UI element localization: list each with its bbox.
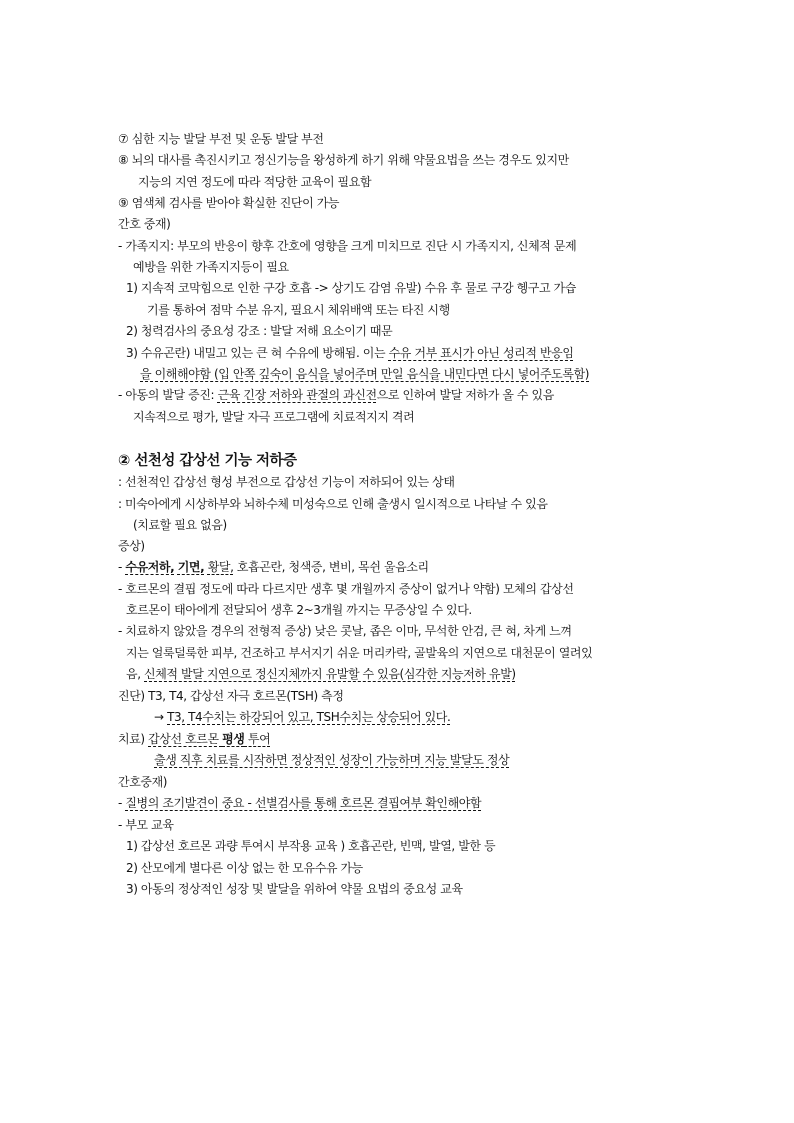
symptom-3-line3 — [126, 666, 516, 682]
development-text: - 아동의 발달 증진: — [118, 388, 218, 402]
parent-edu-1: 1) 갑상선 호르몬 과량 투여시 부작용 교육 ) 호흡곤란, 빈맥, 발열, 발한 등 — [126, 839, 496, 853]
definition-2: : 미숙아에게 시상하부와 뇌하수체 미성숙으로 인해 출생시 일시적으로 나타날 수 있음 — [118, 497, 548, 511]
symptom-1-rest: 호흡곤란, 청색증, 변비, 목쉰 울음소리 — [233, 560, 429, 574]
definition-3: (치료할 필요 없음) — [133, 518, 227, 532]
family-support-line1: - 가족지지: 부모의 반응이 향후 간호에 영향을 크게 미치므로 진단 시 가족지지, 신체적 문제 — [118, 239, 577, 253]
symptom-1-dash: - — [118, 560, 126, 574]
symptom-1-bold-2: 기면, — [177, 560, 205, 574]
early-detection — [118, 795, 481, 811]
nursing-label-2: 간호중재) — [118, 775, 168, 789]
parent-edu-3: 3) 아동의 정상적인 성장 및 발달을 위하여 약물 요법의 중요성 교육 — [126, 882, 463, 896]
nursing-3-underlined: 수유 거부 표시가 아닌 성리적 반응임 — [388, 346, 574, 360]
symptom-1-bold-1: 수유저하, — [125, 560, 175, 574]
parent-education: - 부모 교육 — [118, 818, 174, 832]
nursing-1-line2: 기를 통하여 점막 수분 유지, 필요시 체위배액 또는 타진 시행 — [147, 303, 450, 317]
symptom-3-text: 음, — [126, 667, 145, 681]
diagnosis-line1: 진단) T3, T4, 갑상선 자극 호르몬(TSH) 측정 — [118, 689, 344, 703]
development-underlined: 근육 긴장 저하와 관절의 과신전 — [217, 388, 377, 402]
diagnosis-line2 — [154, 709, 450, 725]
diagnosis-underlined: T3, T4수치는 하강되어 있고, TSH수치는 상승되어 있다. — [167, 710, 451, 724]
item-7: ⑦ 심한 지능 발달 부전 및 운동 발달 부전 — [118, 132, 324, 146]
section-title: ② 선천성 갑상선 기능 저하증 — [118, 453, 297, 469]
nursing-label: 간호 중재) — [118, 217, 171, 231]
arrow-icon: → — [154, 710, 168, 724]
symptom-3-underlined: 신체적 발달 지연으로 정신지체까지 유발할 수 있음(심각한 지능저하 유발) — [144, 667, 516, 681]
symptom-label: 증상) — [118, 539, 145, 553]
symptom-1 — [118, 559, 429, 575]
item-8-line2: 지능의 지연 정도에 따라 적당한 교육이 필요함 — [138, 175, 372, 189]
item-8-line1: ⑧ 뇌의 대사를 촉진시키고 정신기능을 왕성하게 하기 위해 약물요법을 쓰는 경우도 있지만 — [118, 153, 569, 167]
symptom-2-line2: 호르몬이 태아에게 전달되어 생후 2~3개월 까지는 무증상일 수 있다. — [126, 603, 472, 617]
treatment-underlined-2: 투여 — [244, 732, 271, 746]
treatment-bold: 평생 — [222, 732, 245, 746]
development-line1 — [118, 387, 554, 403]
nursing-3-text: 3) 수유곤란) 내밀고 있는 큰 혀 수유에 방해됨. 이는 — [126, 346, 389, 360]
symptom-3-line2: 지는 얼룩덜룩한 피부, 건조하고 부서지기 쉬운 머리카락, 골발육의 지연으로 대천문이 열려있 — [126, 646, 593, 660]
development-line2: 지속적으로 평가, 발달 자극 프로그램에 치료적지지 격려 — [133, 410, 415, 424]
symptom-2-line1: - 호르몬의 결핍 정도에 따라 다르지만 생후 몇 개월까지 증상이 없거나 약함) 모체의 갑상선 — [118, 582, 574, 596]
definition-1: : 선천적인 갑상선 형성 부전으로 갑상선 기능이 저하되어 있는 상태 — [118, 475, 455, 489]
family-support-line2: 예방을 위한 가족지지등이 필요 — [133, 260, 289, 274]
nursing-3-line1 — [126, 345, 574, 361]
development-text-post: 으로 인하여 발달 저하가 올 수 있음 — [376, 388, 554, 402]
treatment-underlined-1: 갑상선 호르몬 — [148, 732, 223, 746]
parent-edu-2: 2) 산모에게 별다른 이상 없는 한 모유수유 가능 — [126, 861, 363, 875]
nursing-1-line1: 1) 지속적 코막힘으로 인한 구강 호흡 -> 상기도 감염 유발) 수유 후 물로 구강 헹구고 가습 — [126, 281, 576, 295]
treatment-label: 치료) — [118, 732, 149, 746]
item-9: ⑨ 염색체 검사를 받아야 확실한 진단이 가능 — [118, 196, 340, 210]
nursing-2: 2) 청력검사의 중요성 강조 : 발달 저해 요소이기 때문 — [126, 324, 393, 338]
treatment-line2 — [154, 752, 509, 768]
symptom-3-line1: - 치료하지 않았을 경우의 전형적 증상) 낮은 콧날, 좁은 이마, 무석한 안검, 큰 혀, 차게 느껴 — [118, 624, 572, 638]
nursing-3-line2 — [140, 366, 589, 382]
nursing-3-underlined-2: 을 이해해야함 (입 안쪽 깊숙이 음식을 넣어주며 만일 음식을 내민다면 다시 넣어주도록함) — [140, 367, 590, 381]
symptom-1-underlined: 황달, — [207, 560, 234, 574]
early-detection-underlined: 질병의 조기발견이 중요 - 선별검사를 통해 호르몬 결핍여부 확인해야함 — [125, 796, 482, 810]
treatment-line1 — [118, 731, 270, 747]
early-dash: - — [118, 796, 126, 810]
treatment-underlined-3: 출생 직후 치료를 시작하면 정상적인 성장이 가능하며 지능 발달도 정상 — [154, 753, 510, 767]
